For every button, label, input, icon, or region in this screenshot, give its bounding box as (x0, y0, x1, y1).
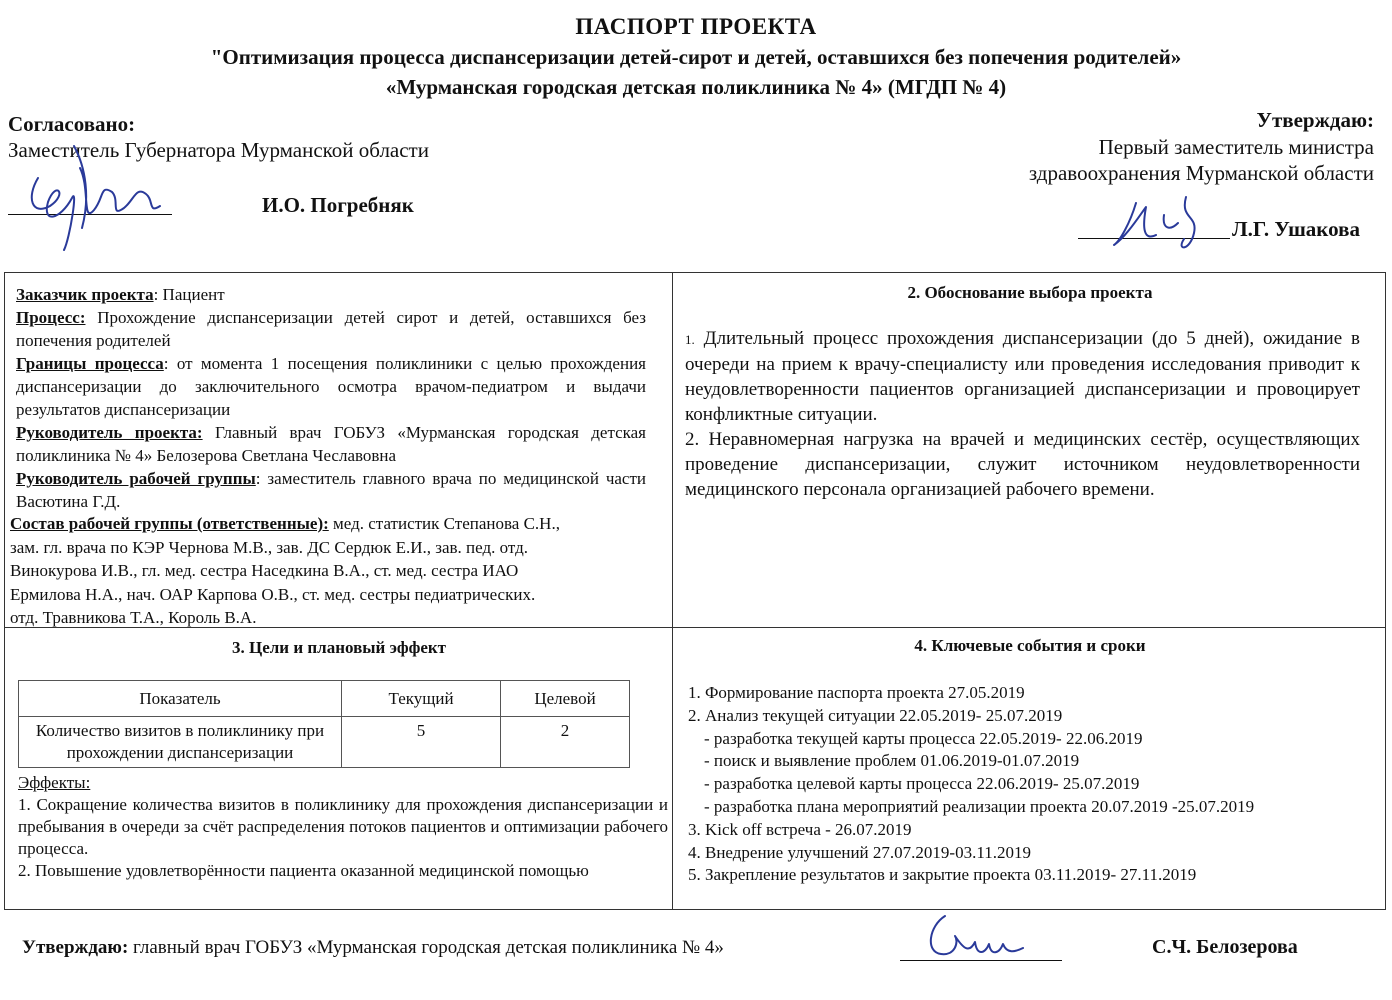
list-item: 1. Формирование паспорта проекта 27.05.2019 (688, 683, 1025, 702)
customer-row: Заказчик проекта: Пациент (16, 285, 225, 304)
agreed-name: И.О. Погребняк (262, 193, 414, 217)
kpi-header-current: Текущий (342, 681, 501, 717)
footer-approval: Утверждаю: главный врач ГОБУЗ «Мурманская городская детская поликлиника № 4» (22, 937, 724, 958)
agreed-label: Согласовано: (8, 112, 136, 136)
effect-1: 1. Сокращение количества визитов в поликлинику для прохождения диспансеризации и пребывания в очереди за счёт распределения потоков пациентов и оптимизации рабочего процесса. (18, 795, 668, 858)
agreed-signature (20, 128, 180, 258)
section-2-body: 1. Длительный процесс прохождения диспансеризации (до 5 дней), ожидание в очереди на прием к врачу-специалисту или проведения исследования приводит к неудовлетворенности пациентов организацией диспансеризации и провоцирует конфликтные ситуации. 2. Неравномерная нагрузка на врачей и медицинских сестёр, осуществляющих проведение диспансеризации, служит источником неудовлетворенности медицинского персонала организацией рабочего времени. (685, 328, 1360, 500)
organization-name: «Мурманская городская детская поликлиника № 4» (МГДП № 4) (385, 75, 1007, 99)
footer-signature (915, 908, 1045, 968)
list-item: - разработка плана мероприятий реализации проекта 20.07.2019 -25.07.2019 (704, 796, 1255, 816)
approve-position-2: здравоохранения Мурманской области (1028, 161, 1374, 185)
table-row (19, 717, 630, 768)
section-4-title: 4. Ключевые события и сроки (914, 636, 1146, 655)
approve-signature (1100, 185, 1240, 265)
list-item: 5. Закрепление результатов и закрытие проекта 03.11.2019- 27.11.2019 (688, 865, 1197, 885)
bounds-row: Границы процесса: от момента 1 посещения поликлиники с целью прохождения диспансеризации до заключительного осмотра врачом-педиатром и выдачи результатов диспансеризации (16, 354, 646, 419)
effects-block (18, 772, 668, 882)
kpi-indicator: Количество визитов в поликлинику при прохождении диспансеризации (19, 717, 342, 768)
kpi-header-target: Целевой (501, 681, 630, 717)
section-2-title: 2. Обоснование выбора проекта (907, 283, 1153, 302)
project-name: "Оптимизация процесса диспансеризации детей-сирот и детей, оставшихся без попечения родителей» (210, 45, 1182, 69)
process-row: Процесс: Прохождение диспансеризации детей сирот и детей, оставшихся без попечения родителей (16, 308, 646, 350)
list-item: 4. Внедрение улучшений 27.07.2019-03.11.2019 (688, 842, 1031, 862)
list-item: - разработка текущей карты процесса 22.05.2019- 22.06.2019 (704, 728, 1143, 748)
kpi-target: 2 (501, 717, 630, 768)
kpi-header-indicator: Показатель (19, 681, 342, 717)
footer-name: С.Ч. Белозерова (1152, 936, 1298, 958)
wg-leader-row: Руководитель рабочей группы: заместитель главного врача по медицинской части Васютина Г.Д. (16, 469, 646, 511)
section-3-title: 3. Цели и плановый эффект (231, 638, 447, 657)
approve-name: Л.Г. Ушакова (1232, 217, 1360, 241)
effects-label: Эффекты: (18, 773, 91, 792)
list-item: - разработка целевой карты процесса 22.06.2019- 25.07.2019 (704, 774, 1140, 794)
section-1 (16, 283, 646, 513)
events-list (688, 682, 1378, 887)
team-label: Состав рабочей группы (ответственные): (10, 514, 329, 533)
approve-position-1: Первый заместитель министра (1098, 135, 1374, 159)
page-title: ПАСПОРТ ПРОЕКТА (575, 14, 817, 39)
approve-label: Утверждаю: (1256, 108, 1374, 132)
grid-vertical-divider (672, 272, 673, 910)
kpi-current: 5 (342, 717, 501, 768)
agreed-position: Заместитель Губернатора Мурманской области (8, 138, 429, 162)
team-block: Состав рабочей группы (ответственные): мед. статистик Степанова С.Н., зам. гл. врача по КЭР Чернова М.В., зав. ДС Сердюк Е.И., зав. пед. отд. Винокурова И.В., гл. мед. сестра Наседкина В.А., ст. мед. сестра ИАО Ермилова Н.А., нач. ОАР Карпова О.В., ст. мед. сестры педиатрических. отд. Травникова Т.А., Король В.А. (10, 514, 560, 627)
list-item: - поиск и выявление проблем 01.06.2019-01.07.2019 (704, 751, 1080, 771)
list-item: 3. Kick off встреча - 26.07.2019 (688, 819, 912, 839)
effect-2: 2. Повышение удовлетворённости пациента оказанной медицинской помощью (18, 861, 589, 880)
list-item: 2. Анализ текущей ситуации 22.05.2019- 25.07.2019 (688, 705, 1063, 725)
kpi-table (18, 680, 630, 768)
project-leader-row: Руководитель проекта: Главный врач ГОБУЗ «Мурманская городская детская поликлиника № 4» Белозерова Светлана Чеславовна (16, 423, 647, 465)
footer-label: Утверждаю: (22, 937, 129, 958)
